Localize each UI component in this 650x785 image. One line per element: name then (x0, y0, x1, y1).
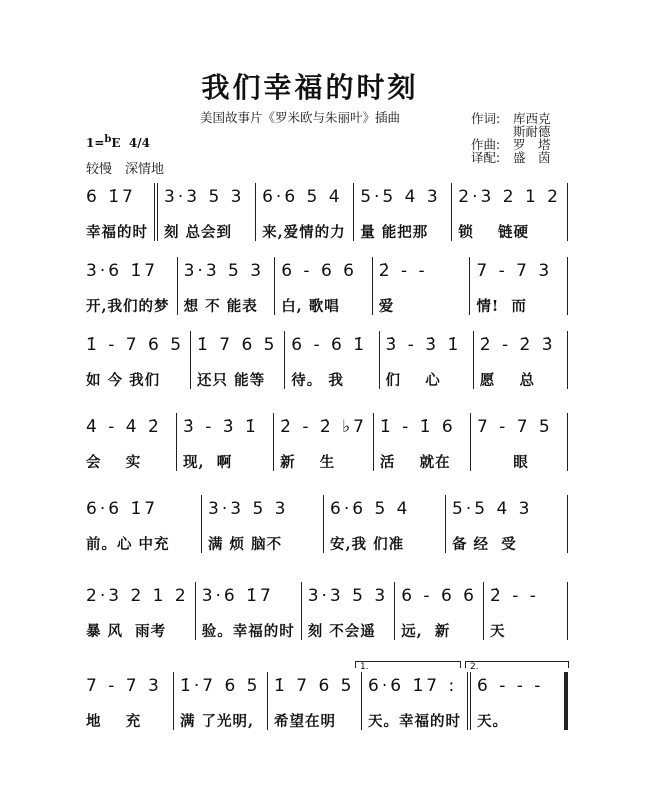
measure-lyrics: 备 经 受 (452, 536, 517, 553)
measure-notes: 3·3 5 3 (208, 499, 289, 519)
credit-value: 盛 茵 (513, 150, 551, 165)
measure (196, 582, 302, 640)
measure-notes: 3̇ - 3̇ 1̇ (183, 417, 259, 437)
measure-lyrics: 如 今 我们 (86, 372, 161, 389)
measure-notes: 6 - 6 1̇ (291, 335, 368, 355)
measure-lyrics: 活 就在 (379, 454, 451, 471)
measure (268, 672, 362, 730)
music-system (80, 183, 568, 241)
measure-lyrics: 幸福的时 (86, 224, 148, 241)
measure-notes: 3·3 5 3 (183, 261, 265, 281)
credit-row (471, 151, 551, 164)
measure-notes: 2̇ - - (378, 261, 428, 281)
measure-lyrics: 白, 歌唱 (281, 298, 340, 315)
measure-notes: 5·5 4 3 (360, 187, 441, 207)
measure-lyrics: 待。 我 (291, 372, 344, 389)
measure-notes: 6·6 1̇7 (86, 499, 159, 519)
measure-lyrics: 安,我 们准 (330, 536, 405, 553)
measure-notes: 1̇ 7 6 5 (274, 676, 355, 696)
measure (178, 257, 276, 315)
measure (80, 582, 196, 640)
measure-lyrics: 现, 啊 (183, 454, 233, 471)
measure (202, 495, 324, 553)
measure (484, 582, 568, 640)
music-system (80, 413, 568, 471)
measure (380, 331, 474, 389)
measure (471, 413, 568, 471)
measure (80, 331, 191, 389)
measure (374, 413, 471, 471)
measure (80, 495, 202, 553)
measure-notes: 7 - 7 3 (476, 261, 553, 281)
measure-notes: 3·3 5 3 (307, 586, 389, 606)
music-system (80, 495, 568, 553)
measure-lyrics: 还只 能等 (197, 372, 266, 389)
measure-notes: 1̇ - 7 6 5 (86, 335, 185, 355)
measure-lyrics: 们 心 (385, 372, 441, 389)
measure-notes: 3·6 1̇7 (201, 586, 274, 606)
measure-notes: 6 1̇7 (86, 187, 136, 207)
measure-notes: 3̇ - 3̇ 1̇ (385, 335, 462, 355)
measure-lyrics: 爱 (378, 298, 395, 315)
credit-value: 罗 塔 (513, 137, 551, 152)
measure-lyrics: 情! 而 (476, 298, 527, 315)
measure-lyrics: 愿 总 (479, 372, 535, 389)
measure-lyrics: 会 实 (86, 454, 142, 471)
measure-lyrics: 天 (489, 623, 506, 640)
measure (285, 331, 379, 389)
measure (174, 672, 268, 730)
measure-lyrics: 希望在明 (274, 713, 336, 730)
volta-2: 2. (465, 661, 569, 668)
measure-lyrics: 开,我们的梦 (86, 298, 170, 315)
measure (362, 672, 471, 730)
measure (256, 183, 354, 241)
measure-lyrics: 天。幸福的时 (368, 713, 461, 730)
measure-notes: 4̇ - 4̇ 2̇ (86, 417, 162, 437)
measure-notes: 7 - 7 5 (476, 417, 553, 437)
measure (452, 183, 568, 241)
measure-lyrics: 满 烦 脑不 (208, 536, 283, 553)
measure (324, 495, 446, 553)
measure (302, 582, 395, 640)
measure (191, 331, 285, 389)
measure-lyrics: 前。心 中充 (86, 536, 170, 553)
measure-notes: 6·6 5 4 (262, 187, 343, 207)
volta-1: 1. (355, 661, 461, 668)
measure (470, 257, 568, 315)
measure-lyrics: 天。 (477, 713, 508, 730)
measure-notes: 6·6 1̇7 : (368, 676, 458, 696)
measure-lyrics: 地 充 (86, 713, 142, 730)
credit-value: 库西克 (513, 111, 551, 126)
measure (80, 183, 154, 241)
measure (354, 183, 452, 241)
measure-lyrics: 新 生 (280, 454, 336, 471)
measure (471, 672, 568, 730)
song-title: 我们幸福的时刻 (201, 71, 419, 104)
music-system (80, 331, 568, 389)
measure-notes: 6·6 5 4 (330, 499, 411, 519)
measure (275, 257, 373, 315)
measure (395, 582, 484, 640)
music-system (80, 672, 568, 730)
measure-notes: 6 - - - (477, 676, 544, 696)
music-system (80, 582, 568, 640)
key-signature (86, 134, 150, 150)
measure-notes: 1̇·7 6 5 (180, 676, 261, 696)
measure-lyrics: 刻 不会遥 (307, 623, 376, 640)
measure-notes: 1̇ 7 6 5 (197, 335, 278, 355)
time-signature: 4/4 (128, 136, 151, 150)
credit-label: 作曲: (471, 137, 501, 152)
tempo-marking: 较慢 深情地 (86, 162, 165, 177)
measure-lyrics: 来,爱情的力 (262, 224, 346, 241)
subtitle: 美国故事片《罗米欧与朱丽叶》插曲 (200, 110, 401, 125)
measure (474, 331, 568, 389)
credit-label: 译配: (471, 150, 501, 165)
measure-notes: 3·3 5 3 (164, 187, 245, 207)
measure-lyrics: 满 了光明, (180, 713, 255, 730)
measure (154, 183, 256, 241)
measure-lyrics: 量 能把那 (360, 224, 429, 241)
measure-notes: 2̇ - - (489, 586, 539, 606)
measure-notes: 6 - 6 6 (281, 261, 357, 281)
measure-notes: 2·3 2 1 2 (458, 187, 561, 207)
measure-notes: 2̇ - 2̇ ♭7 (280, 417, 367, 437)
measure-lyrics: 想 不 能表 (183, 298, 258, 315)
measure (80, 413, 177, 471)
measure (274, 413, 374, 471)
measure-notes: 2̇ - 2̇ 3̇ (479, 335, 556, 355)
music-system (80, 257, 568, 315)
measure-notes: 3·6 1̇7 (86, 261, 159, 281)
measure-lyrics: 刻 总会到 (164, 224, 233, 241)
measure-lyrics: 眼 (476, 454, 529, 471)
measure-notes: 5·5 4 3 (452, 499, 533, 519)
measure-notes: 2·3 2 1 2 (86, 586, 189, 606)
key-note: E (111, 136, 121, 150)
flat-sign: b (104, 134, 112, 145)
credits (471, 112, 551, 164)
credit-label: 作词: (471, 111, 501, 126)
measure-lyrics: 锁 链硬 (458, 224, 529, 241)
measure-notes: 1̇ - 1̇ 6 (379, 417, 456, 437)
measure-lyrics: 验。幸福的时 (201, 623, 295, 640)
measure-lyrics: 暴 风 雨考 (86, 623, 167, 640)
measure (80, 257, 178, 315)
measure (80, 672, 174, 730)
measure (373, 257, 471, 315)
measure-notes: 6 - 6 6 (401, 586, 477, 606)
measure-lyrics: 远, 新 (401, 623, 451, 640)
measure-notes: 7 - 7 3 (86, 676, 162, 696)
credit-value: 斯耐德 (513, 124, 551, 139)
measure (177, 413, 274, 471)
key-prefix: 1= (86, 136, 105, 150)
measure (446, 495, 568, 553)
